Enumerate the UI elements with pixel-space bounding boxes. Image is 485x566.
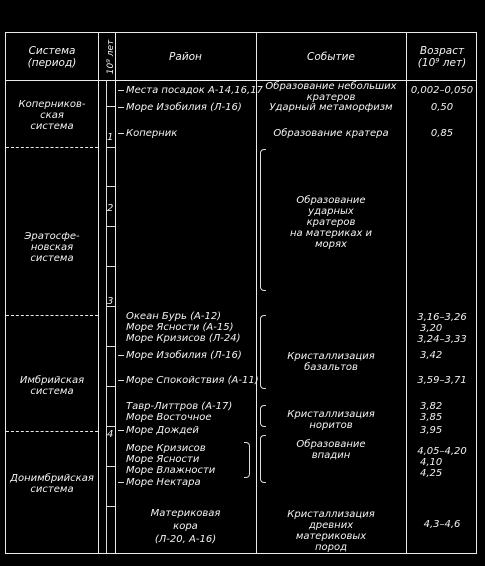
age-value: 0,002–0,050 [410,85,474,96]
scale-tick [106,466,115,467]
region-row: Море Восточное [126,412,212,423]
region-row: Море Спокойствия (А-11) [126,375,259,386]
header-system: Система (период) [27,45,77,69]
age-value: 3,59–3,71 [417,375,467,386]
geologic-table [5,32,477,554]
scale-tick [106,147,115,148]
system-imbrian: Имбрийская система [19,375,85,397]
event-row: Образование впадин [296,439,366,461]
region-row: Материковая кора (Л-20, А-16) [150,508,221,545]
leader-line [118,107,124,108]
age-value: 4,05–4,20 [417,446,467,457]
region-row: Океан Бурь (А-12) [126,311,222,322]
age-value: 3,82 [420,401,443,412]
region-row: Море Влажности [126,465,216,476]
col-divider [115,33,116,553]
region-row: Море Изобилия (Л-16) [126,350,242,361]
event-row: Ударный метаморфизм [269,102,393,113]
age-value: 3,85 [420,412,443,423]
event-row: Кристаллизация базальтов [287,351,375,373]
age-value: 4,25 [420,468,443,479]
scale-number: 4 [107,429,114,440]
region-row: Море Кризисов (Л-24) [126,333,241,344]
event-row: Кристаллизация норитов [287,409,375,431]
region-row: Море Ясности (А-15) [126,322,234,333]
scale-axis [106,80,107,553]
scale-number: 2 [107,203,114,214]
scale-tick [106,426,115,427]
region-row: Море Дождей [126,425,199,436]
age-value: 3,42 [420,350,443,361]
region-row: Море Изобилия (Л-16) [126,102,242,113]
scale-number: 3 [107,296,114,307]
region-row: Море Ясности [126,454,200,465]
header-event: Событие [307,51,355,63]
age-value: 3,20 [420,323,443,334]
system-copernican: Коперников- ская система [18,99,86,132]
age-value: 0,85 [430,128,454,139]
age-value: 4,10 [420,457,443,468]
scale-tick [106,186,115,187]
event-row: Образование небольших кратеров [265,81,397,103]
system-eratosthenian: Эратосфе- новская система [24,231,80,264]
region-row: Коперник [126,128,178,139]
scale-number: 1 [107,132,114,143]
header-region: Район [169,51,202,63]
system-boundary [6,431,98,432]
scale-tick [106,106,115,107]
header-age: Возраст (10⁹ лет) [417,45,467,69]
region-row: Море Кризисов [126,443,206,454]
header-scale: 10⁹ лет [106,39,117,75]
event-row: Кристаллизация древних материковых пород [287,509,375,553]
event-row: Образование ударных кратеров на материках и морях [289,195,373,250]
leader-line [118,90,124,91]
scale-tick [106,346,115,347]
leader-line [118,482,124,483]
region-row: Места посадок А-14,16,17 [126,85,263,96]
brace [244,442,250,478]
age-value: 3,95 [420,425,443,436]
scale-tick [106,506,115,507]
scale-tick [106,266,115,267]
col-divider [98,33,99,553]
age-value: 4,3–4,6 [423,519,461,530]
scale-tick [106,386,115,387]
leader-line [118,380,124,381]
leader-line [118,133,124,134]
region-row: Тавр-Литтров (А-17) [126,401,233,412]
system-boundary [6,315,98,316]
scale-tick [106,226,115,227]
leader-line [118,430,124,431]
leader-line [118,355,124,356]
system-boundary [6,147,98,148]
region-row: Море Нектара [126,477,201,488]
system-nectarian: Донимбрийская система [10,473,94,495]
age-value: 3,16–3,26 [417,312,467,323]
age-value: 0,50 [430,102,454,113]
age-value: 3,24–3,33 [417,334,467,345]
event-row: Образование кратера [273,128,389,139]
